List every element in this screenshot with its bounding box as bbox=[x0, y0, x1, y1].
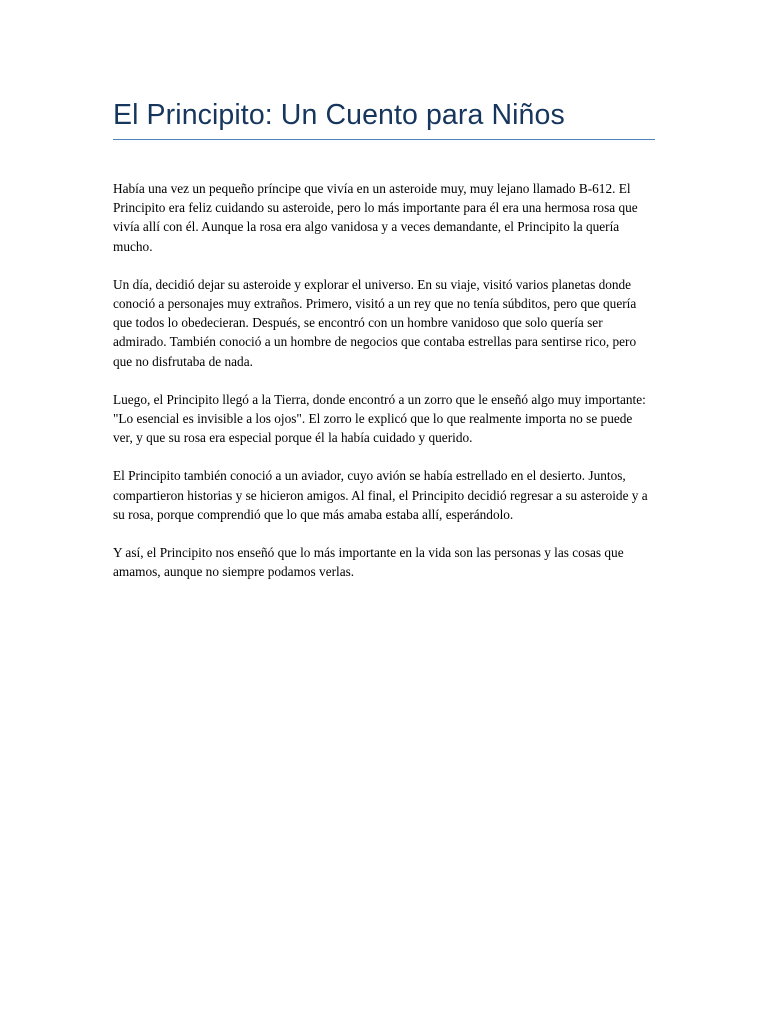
document-title: El Principito: Un Cuento para Niños bbox=[113, 99, 565, 131]
paragraph-3: Luego, el Principito llegó a la Tierra, donde encontró a un zorro que le enseñó algo muy importante: "Lo esencial es invisible a los ojos". El zorro le explicó que lo que realmente importa no se puede ver, y que su rosa era especial porque él la había cuidado y querido. bbox=[113, 391, 646, 446]
paragraph-1: Había una vez un pequeño príncipe que vivía en un asteroide muy, muy lejano llamado B-612. El Principito era feliz cuidando su asteroide, pero lo más importante para él era una hermosa rosa que vivía allí con él. Aunque la rosa era algo vanidosa y a veces demandante, el Principito la quería mucho. bbox=[113, 181, 638, 254]
document-page bbox=[113, 0, 655, 600]
paragraph-2: Un día, decidió dejar su asteroide y explorar el universo. En su viaje, visitó varios planetas donde conoció a personajes muy extraños. Primero, visitó a un rey que no tenía súbditos, pero que quería que todos lo obedecieran. Después, se encontró con un hombre vanidoso que solo quería ser admirado. También conoció a un hombre de negocios que contaba estrellas para sentirse rico, pero que no disfrutaba de nada. bbox=[113, 276, 637, 369]
paragraph-4: El Principito también conoció a un aviador, cuyo avión se había estrellado en el desierto. Juntos, compartieron historias y se hicieron amigos. Al final, el Principito decidió regresar a su asteroide y a su rosa, porque comprendió que lo que más amaba estaba allí, esperándolo. bbox=[113, 468, 648, 522]
paragraph-5: Y así, el Principito nos enseñó que lo más importante en la vida son las personas y las cosas que amamos, aunque no siempre podamos verlas. bbox=[113, 545, 624, 580]
title-underline-divider bbox=[113, 139, 655, 140]
document-body bbox=[113, 179, 655, 581]
